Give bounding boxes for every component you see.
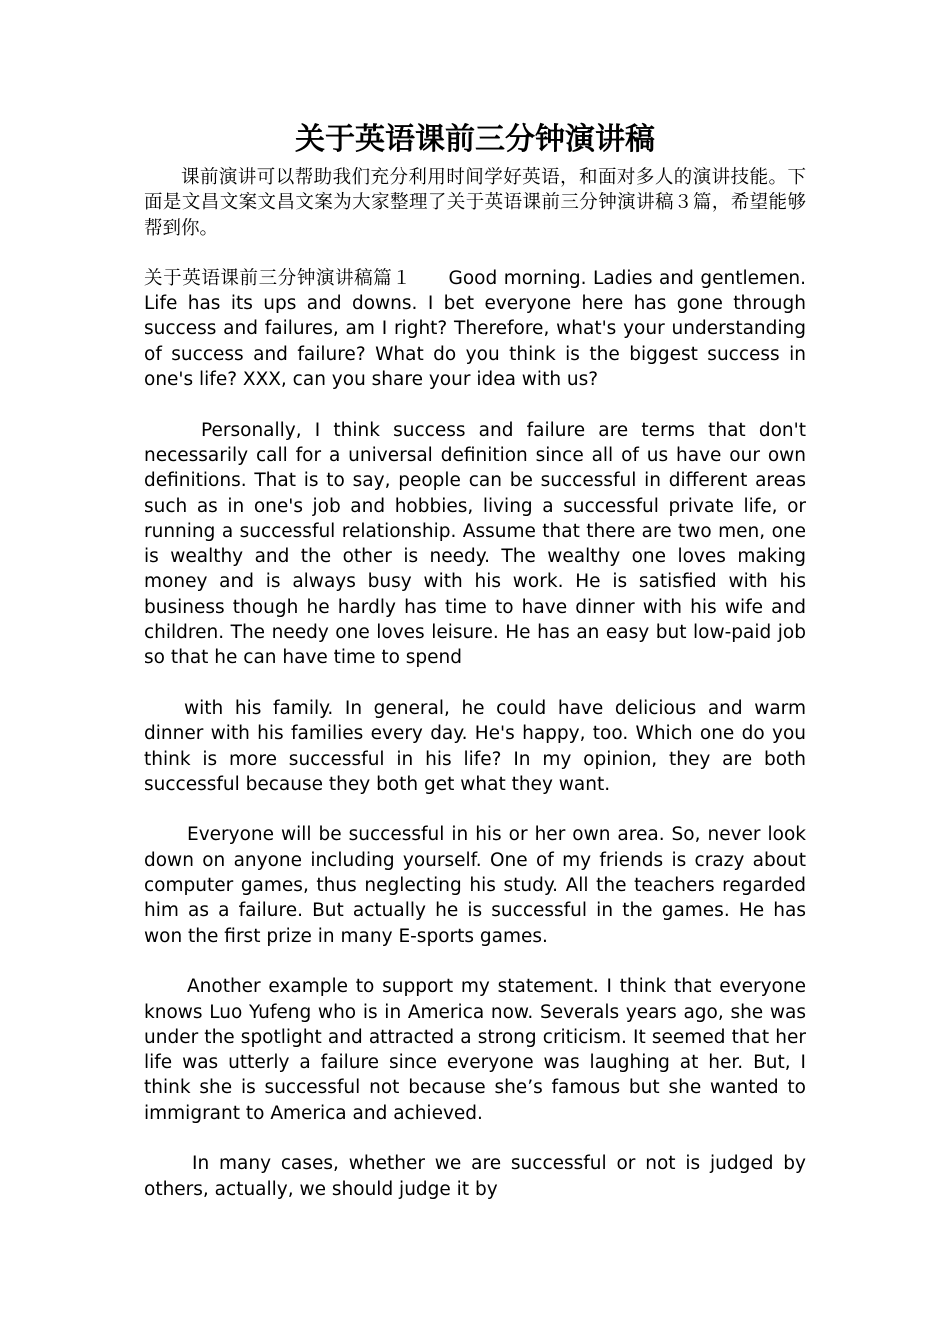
intro-paragraph: 课前演讲可以帮助我们充分利用时间学好英语，和面对多人的演讲技能。下面是文昌文案文昌文案为大家整理了关于英语课前三分钟演讲稿３篇，希望能够帮到你。 [144, 167, 806, 239]
paragraph-4: Everyone will be successful in his or her own area. So, never look down on anyone including yourself. One of my friends is crazy about computer games, thus neglecting his study. All the teachers regarded him as a failure. But actually he is successful in the games. He has won the first prize in many E-sports games. [144, 824, 806, 947]
paragraph-5: Another example to support my statement. I think that everyone knows Luo Yufeng who is in America now. Severals years ago, she was under the spotlight and attracted a strong criticism. It seemed that her life was utterly a failure since everyone was laughing at her. But, I think she is successful not because she’s famous but she wanted to immigrant to America and achieved. [144, 976, 806, 1124]
section-heading: 关于英语课前三分钟演讲稿篇１ [144, 267, 412, 289]
document-body [144, 165, 806, 1227]
paragraph-3: with his family. In general, he could have delicious and warm dinner with his families every day. He's happy, too. Which one do you think is more successful in his life? In my opinion, they are both successful because they both get what they want. [144, 697, 806, 795]
paragraph-1-text: Good morning. Ladies and gentlemen. Life has its ups and downs. I bet everyone here has gone through success and failures, am I right? Therefore, what's your understanding of success and failure? What do you think is the biggest success in one's life? XXX, can you share your idea with us? [144, 267, 806, 391]
paragraph-1 [144, 266, 806, 392]
document-title: 关于英语课前三分钟演讲稿 [295, 122, 655, 157]
paragraph-2: Personally, I think success and failure are terms that don't necessarily call for a universal definition since all of us have our own definitions. That is to say, people can be successful in different areas such as in one's job and hobbies, living a successful private life, or running a successful relationship. Assume that there are two men, one is wealthy and the other is needy. The wealthy one loves making money and is always busy with his work. He is satisfied with his business though he hardly has time to have dinner with his wife and children. The needy one loves leisure. He has an easy but low-paid job so that he can have time to spend [144, 419, 806, 669]
paragraph-6: In many cases, whether we are successful or not is judged by others, actually, we should judge it by [144, 1153, 806, 1200]
